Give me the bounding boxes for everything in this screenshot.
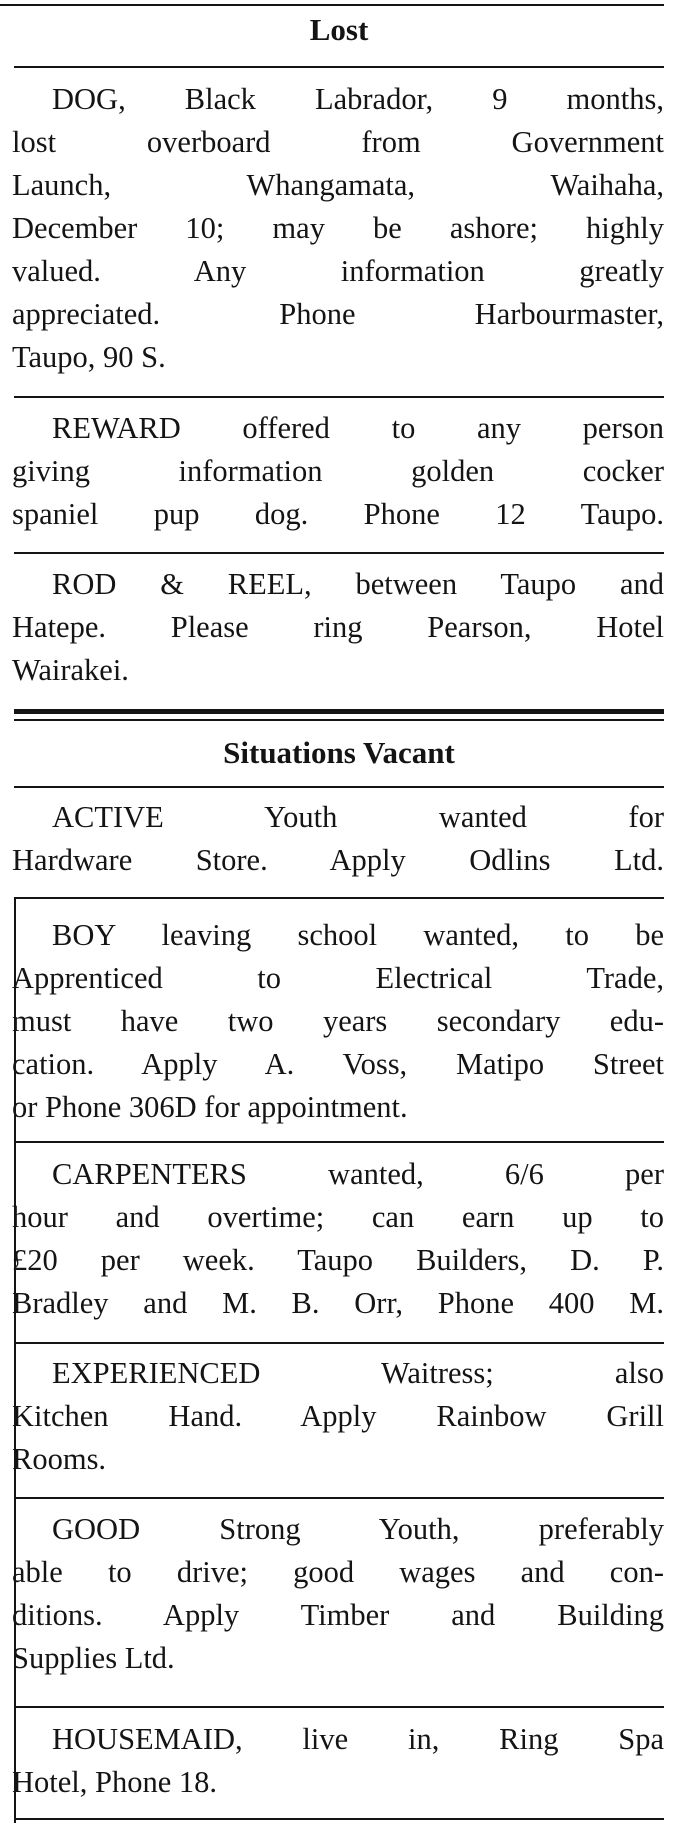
ad-line: or Phone 306D for appointment.: [12, 1090, 408, 1124]
vacant-ad-boy-apprentice: [12, 914, 664, 1129]
vacant-ad-good-strong-youth: [12, 1508, 664, 1680]
section-rule: [14, 66, 664, 68]
bottom-rule: [14, 1818, 664, 1820]
section-divider-thick: [14, 709, 664, 714]
ad-line: BOY leaving school wanted, to be: [52, 918, 664, 952]
ad-line: Apprenticed to Electrical Trade,: [12, 961, 664, 995]
vacant-ad-carpenters: [12, 1153, 664, 1325]
ad-line: Kitchen Hand. Apply Rainbow Grill: [12, 1399, 664, 1433]
ad-divider: [14, 1342, 664, 1344]
ad-line: Supplies Ltd.: [12, 1641, 175, 1675]
lost-ad-rod-reel: [12, 563, 664, 692]
vacant-ad-active-youth: [12, 796, 664, 882]
lost-heading: Lost: [309, 12, 369, 47]
ad-line: valued. Any information greatly: [12, 254, 664, 288]
ad-line: hour and overtime; can earn up to: [12, 1200, 664, 1234]
ad-line: ditions. Apply Timber and Building: [12, 1598, 664, 1632]
ad-line: ACTIVE Youth wanted for: [52, 800, 664, 834]
ad-line: ROD & REEL, between Taupo and: [52, 567, 664, 601]
ad-line: able to drive; good wages and con-: [12, 1555, 664, 1589]
ad-line: EXPERIENCED Waitress; also: [52, 1356, 664, 1390]
lost-ad-reward: [12, 407, 664, 536]
ad-divider: [14, 1141, 664, 1143]
ad-line: Wairakei.: [12, 653, 129, 687]
ad-line: DOG, Black Labrador, 9 months,: [52, 82, 664, 116]
vacant-ad-housemaid: [12, 1718, 664, 1804]
ad-line: REWARD offered to any person: [52, 411, 664, 445]
section-rule: [14, 786, 664, 788]
ad-line: spaniel pup dog. Phone 12 Taupo.: [12, 497, 664, 531]
ad-divider: [14, 1497, 664, 1499]
ad-line: must have two years secondary edu-: [12, 1004, 664, 1038]
ad-line: HOUSEMAID, live in, Ring Spa: [52, 1722, 664, 1756]
ad-line: Bradley and M. B. Orr, Phone 400 M.: [12, 1286, 664, 1320]
ad-line: giving information golden cocker: [12, 454, 664, 488]
ad-line: cation. Apply A. Voss, Matipo Street: [12, 1047, 664, 1081]
ad-line: GOOD Strong Youth, preferably: [52, 1512, 664, 1546]
ad-divider: [14, 1706, 664, 1708]
ad-line: Hatepe. Please ring Pearson, Hotel: [12, 610, 664, 644]
situations-vacant-heading: Situations Vacant: [223, 735, 455, 770]
ad-line: appreciated. Phone Harbourmaster,: [12, 297, 664, 331]
ad-line: Rooms.: [12, 1442, 107, 1476]
ad-line: Launch, Whangamata, Waihaha,: [12, 168, 664, 202]
vacant-ad-experienced-waitress: [12, 1352, 664, 1481]
ad-line: Hardware Store. Apply Odlins Ltd.: [12, 843, 664, 877]
ad-line: £20 per week. Taupo Builders, D. P.: [12, 1243, 664, 1277]
ad-divider: [14, 897, 664, 899]
ad-line: December 10; may be ashore; highly: [12, 211, 664, 245]
ad-divider: [14, 552, 664, 554]
ad-line: lost overboard from Government: [12, 125, 664, 159]
ad-line: Hotel, Phone 18.: [12, 1765, 218, 1799]
lost-ad-dog: [12, 78, 664, 379]
ad-line: Taupo, 90 S.: [12, 340, 166, 374]
ad-line: CARPENTERS wanted, 6/6 per: [52, 1157, 664, 1191]
ad-divider: [14, 396, 664, 398]
top-rule: [0, 4, 664, 6]
section-divider-thin: [14, 719, 664, 721]
